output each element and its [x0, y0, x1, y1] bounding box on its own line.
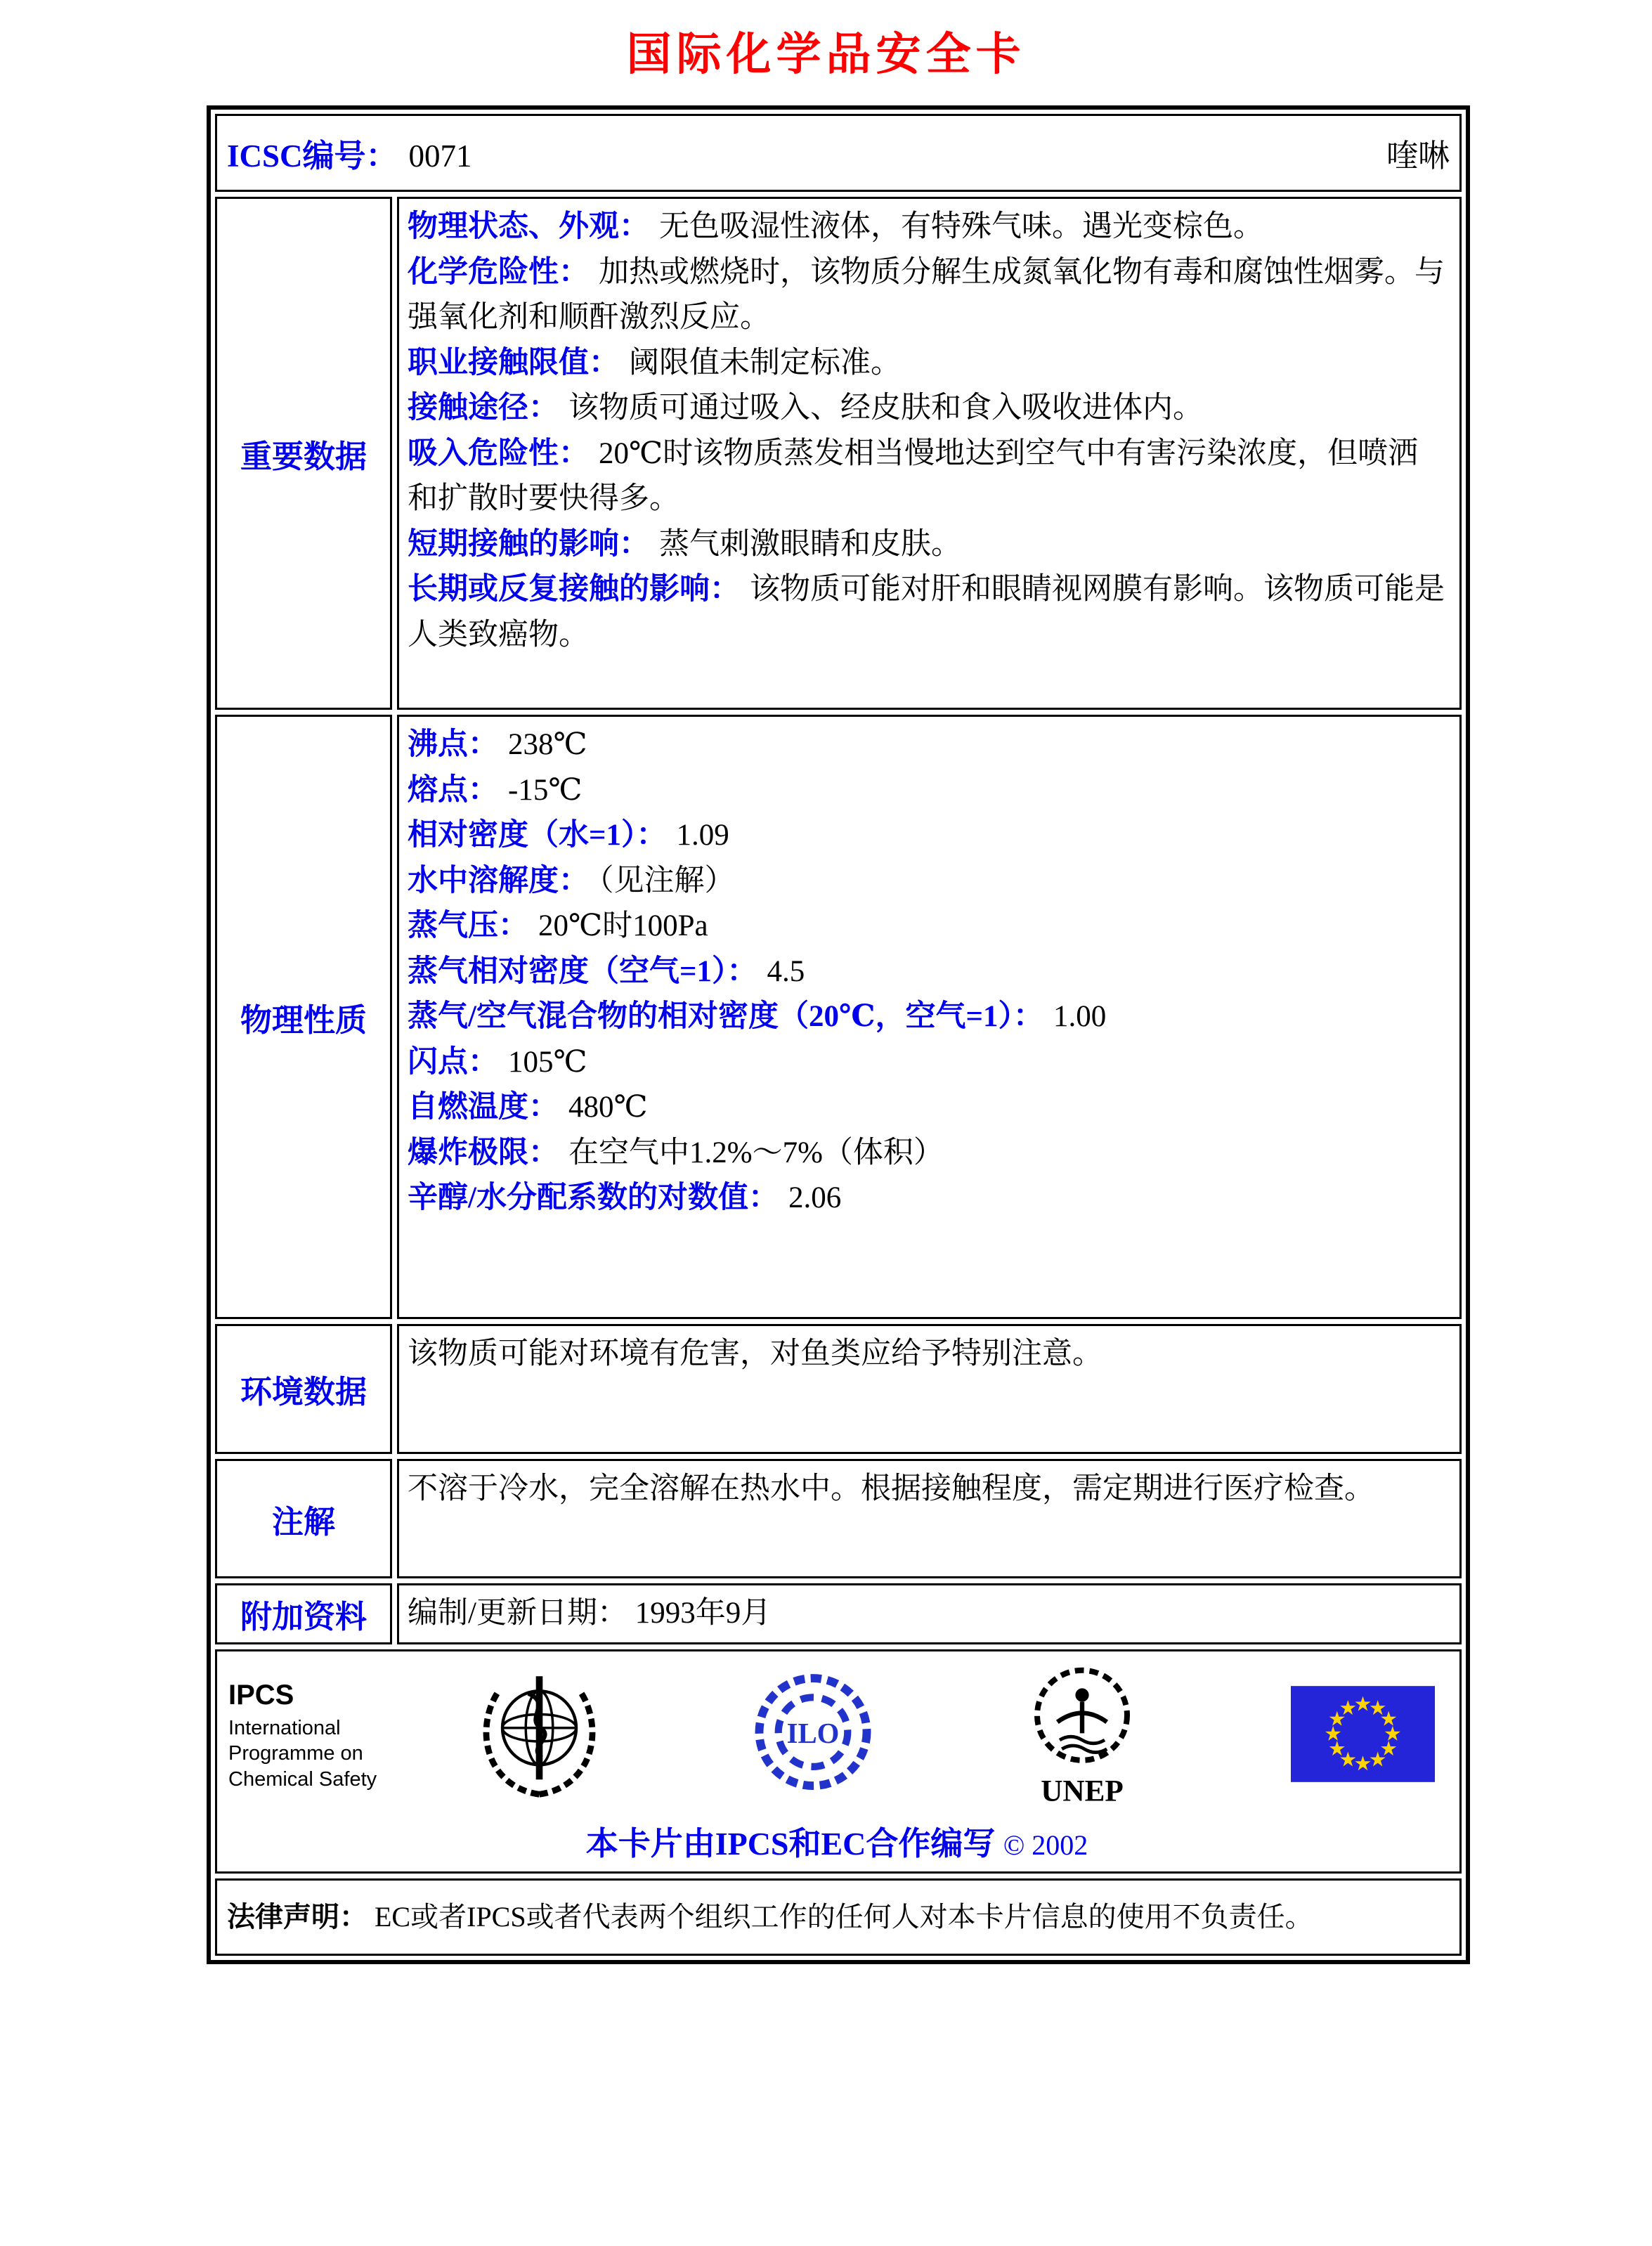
- page-title: 国际化学品安全卡: [626, 30, 1026, 79]
- field-label: 相对密度（水=1）：: [408, 819, 667, 852]
- chemical-name: 喹啉: [1386, 138, 1450, 174]
- field-row: [408, 994, 1448, 1040]
- field-label: 水中溶解度：: [408, 864, 589, 897]
- field-row: [408, 1131, 1448, 1176]
- field-value: 238℃: [508, 728, 587, 761]
- card-header: [215, 114, 1462, 192]
- ilo-wordmark: ILO: [786, 1717, 840, 1749]
- field-value: 1.09: [676, 819, 729, 852]
- copyright-year: © 2002: [1003, 1829, 1088, 1861]
- section-content-environmental-data: [397, 1324, 1462, 1454]
- field-value: （见注解）: [599, 864, 735, 897]
- section-label-environmental-data: 环境数据: [215, 1324, 392, 1454]
- unep-wordmark: UNEP: [1040, 1774, 1124, 1807]
- field-label: 职业接触限值：: [408, 346, 619, 379]
- environmental-data-text: 该物质可能对环境有危害，对鱼类应给予特别注意。: [408, 1337, 1103, 1370]
- field-value: 1.00: [1053, 1000, 1107, 1033]
- section-label-physical-properties: 物理性质: [215, 715, 392, 1319]
- legal-text: EC或者IPCS或者代表两个组织工作的任何人对本卡片信息的使用不负责任。: [375, 1900, 1313, 1933]
- environmental-data-row: [215, 1324, 1462, 1454]
- ipcs-acronym: IPCS: [228, 1680, 294, 1711]
- field-label: 蒸气相对密度（空气=1）：: [408, 954, 757, 988]
- field-label: 爆炸极限：: [408, 1136, 559, 1169]
- section-label-additional-info: 附加资料: [215, 1583, 392, 1644]
- field-label: 长期或反复接触的影响：: [408, 573, 740, 606]
- legal-cell: [215, 1878, 1462, 1956]
- additional-info-row: [215, 1583, 1462, 1644]
- physical-properties-row: [215, 715, 1462, 1319]
- field-row: [408, 341, 1448, 387]
- field-value: 20℃时100Pa: [538, 909, 708, 942]
- who-logo-icon: [478, 1666, 601, 1806]
- legal-label: 法律声明：: [227, 1900, 368, 1933]
- field-row: [408, 904, 1448, 949]
- section-content-notes: [397, 1459, 1462, 1578]
- section-label-important-data: 重要数据: [215, 197, 392, 710]
- logo-group: [478, 1661, 1435, 1811]
- field-label: 沸点：: [408, 728, 498, 761]
- field-row: [408, 522, 1448, 568]
- field-value: 加热或燃烧时，该物质分解生成氮氧化物有毒和腐蚀性烟雾。与强氧化剂和顺酐激烈反应。: [408, 255, 1445, 334]
- icsc-number-label: ICSC编号：: [227, 138, 398, 174]
- field-value: 2.06: [788, 1181, 842, 1214]
- field-value: 阈限值未制定标准。: [629, 346, 901, 379]
- field-label: 吸入危险性：: [408, 436, 589, 470]
- eu-flag-icon: [1291, 1686, 1435, 1786]
- field-label: 熔点：: [408, 773, 498, 807]
- section-content-physical-properties: [397, 715, 1462, 1319]
- ipcs-text-block: [228, 1680, 439, 1792]
- field-label: 物理状态、外观：: [408, 210, 649, 243]
- field-label: 化学危险性：: [408, 255, 589, 289]
- field-row: [408, 386, 1448, 431]
- footer-cell: [215, 1649, 1462, 1874]
- icsc-number-group: [227, 130, 472, 176]
- field-row: [408, 250, 1448, 341]
- legal-row: [215, 1878, 1462, 1956]
- field-label: 蒸气/空气混合物的相对密度（20℃，空气=1）：: [408, 1000, 1043, 1033]
- field-value: 该物质可能对肝和眼睛视网膜有影响。该物质可能是人类致癌物。: [408, 573, 1445, 651]
- credit-line: 本卡片由IPCS和EC合作编写: [585, 1825, 996, 1862]
- field-row: [408, 1176, 1448, 1221]
- important-data-row: [215, 197, 1462, 710]
- field-row: [408, 431, 1448, 522]
- field-value: 20℃时该物质蒸发相当慢地达到空气中有害污染浓度，但喷洒和扩散时要快得多。: [408, 436, 1419, 515]
- field-label: 自燃温度：: [408, 1091, 559, 1124]
- additional-info-text: 编制/更新日期： 1993年9月: [408, 1597, 772, 1630]
- field-value: 105℃: [508, 1045, 587, 1079]
- field-row: [408, 768, 1448, 814]
- section-label-notes: 注解: [215, 1459, 392, 1578]
- icsc-card: [207, 105, 1470, 1964]
- field-value: -15℃: [508, 773, 583, 807]
- notes-text: 不溶于冷水，完全溶解在热水中。根据接触程度，需定期进行医疗检查。: [408, 1472, 1374, 1505]
- field-row: [408, 1040, 1448, 1086]
- field-label: 短期接触的影响：: [408, 527, 649, 561]
- field-value: 480℃: [568, 1091, 648, 1124]
- section-content-important-data: [397, 197, 1462, 710]
- field-value: 4.5: [767, 954, 805, 988]
- field-value: 该物质可通过吸入、经皮肤和食入吸收进体内。: [568, 391, 1203, 424]
- field-label: 蒸气压：: [408, 909, 528, 942]
- field-row: [408, 1085, 1448, 1131]
- field-row: [408, 949, 1448, 995]
- field-row: [408, 205, 1448, 250]
- ipcs-full-name-line2: Programme on: [228, 1742, 363, 1765]
- field-row: [408, 859, 1448, 904]
- field-value: 无色吸湿性液体，有特殊气味。遇光变棕色。: [659, 210, 1263, 243]
- section-content-additional-info: [397, 1583, 1462, 1644]
- credit-group: [228, 1818, 1445, 1864]
- notes-row: [215, 1459, 1462, 1578]
- ilo-logo-icon: [753, 1668, 873, 1805]
- field-row: [408, 813, 1448, 859]
- field-label: 辛醇/水分配系数的对数值：: [408, 1181, 779, 1214]
- footer-row: [215, 1649, 1462, 1874]
- field-value: 在空气中1.2%～7%（体积）: [568, 1136, 944, 1169]
- field-row: [408, 567, 1448, 658]
- field-label: 闪点：: [408, 1045, 498, 1079]
- icsc-number-value: 0071: [408, 138, 472, 174]
- field-label: 接触途径：: [408, 391, 559, 424]
- header-row: [215, 114, 1462, 192]
- ipcs-full-name-line1: International: [228, 1717, 341, 1740]
- field-row: [408, 722, 1448, 768]
- unep-logo-icon: [1026, 1661, 1138, 1811]
- field-value: 蒸气刺激眼睛和皮肤。: [659, 527, 961, 561]
- ipcs-full-name-line3: Chemical Safety: [228, 1767, 377, 1791]
- footer-logo-strip: [228, 1661, 1445, 1811]
